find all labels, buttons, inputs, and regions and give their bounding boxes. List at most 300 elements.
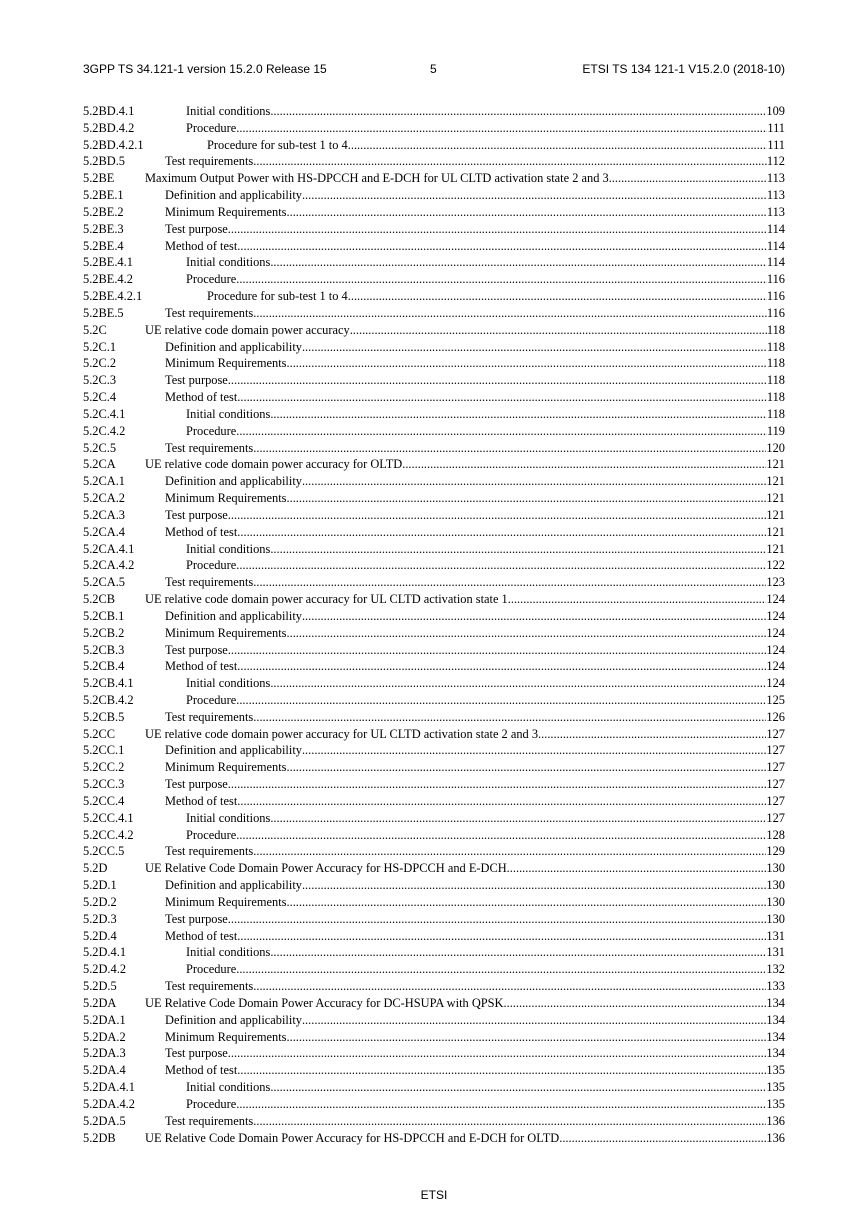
toc-entry[interactable]	[83, 440, 785, 457]
toc-entry-number: 5.2BD.5	[83, 154, 125, 169]
toc-entry[interactable]	[83, 1012, 785, 1029]
toc-dot-leader	[237, 1062, 766, 1079]
toc-entry-number: 5.2CC.5	[83, 844, 125, 859]
toc-entry-page: 121	[766, 474, 785, 489]
toc-entry-title-line	[186, 675, 785, 692]
toc-entry-title-line	[186, 961, 785, 978]
toc-entry-title: Procedure	[186, 827, 237, 842]
toc-entry-title: Definition and applicability	[165, 608, 302, 623]
toc-entry-title-line	[165, 355, 785, 372]
toc-dot-leader	[287, 625, 767, 642]
toc-entry-title-line	[165, 221, 785, 238]
toc-entry-title: Definition and applicability	[165, 1012, 302, 1027]
toc-entry-number: 5.2D.5	[83, 979, 117, 994]
toc-entry[interactable]	[83, 305, 785, 322]
toc-entry[interactable]	[83, 473, 785, 490]
toc-entry-page: 118	[766, 406, 785, 421]
toc-entry-page: 112	[766, 154, 785, 169]
toc-dot-leader	[287, 204, 767, 221]
toc-entry-page: 128	[766, 827, 785, 842]
toc-dot-leader	[270, 103, 766, 120]
toc-entry-title: Procedure	[186, 1096, 237, 1111]
toc-entry[interactable]	[83, 170, 785, 187]
toc-entry-page: 121	[766, 507, 785, 522]
toc-entry-title: Minimum Requirements	[165, 894, 287, 909]
toc-entry[interactable]	[83, 944, 785, 961]
toc-entry[interactable]	[83, 793, 785, 810]
toc-entry[interactable]	[83, 423, 785, 440]
toc-entry-title-line	[165, 978, 785, 995]
toc-dot-leader	[236, 271, 767, 288]
toc-entry-title-line	[186, 423, 785, 440]
toc-entry-number: 5.2CC.4.2	[83, 827, 134, 842]
toc-entry-page: 118	[766, 339, 785, 354]
toc-entry[interactable]	[83, 843, 785, 860]
toc-entry-page: 127	[766, 810, 785, 825]
toc-dot-leader	[287, 894, 767, 911]
toc-dot-leader	[253, 305, 767, 322]
toc-entry-page: 124	[766, 592, 785, 607]
toc-entry-title: UE Relative Code Domain Power Accuracy for DC-HSUPA with QPSK	[145, 995, 504, 1010]
toc-entry-title: Initial conditions	[186, 104, 271, 118]
toc-entry[interactable]	[83, 221, 785, 238]
toc-entry-title-line	[186, 120, 785, 137]
toc-entry-title-line	[165, 153, 785, 170]
toc-entry-page: 116	[766, 272, 785, 287]
toc-entry-number: 5.2DA.4	[83, 1063, 126, 1078]
toc-dot-leader	[253, 440, 766, 457]
toc-entry-title-line	[186, 810, 785, 827]
toc-entry[interactable]	[83, 1113, 785, 1130]
toc-entry[interactable]	[83, 288, 785, 305]
toc-entry-title: Test purpose	[165, 221, 228, 236]
toc-dot-leader	[236, 423, 767, 440]
toc-entry-title-line	[165, 759, 785, 776]
toc-entry-title-line	[165, 1012, 785, 1029]
toc-entry-title-line	[165, 642, 785, 659]
toc-entry-page: 113	[766, 171, 785, 186]
toc-entry-page: 122	[766, 558, 785, 573]
toc-entry-title: Initial conditions	[186, 810, 271, 825]
toc-entry[interactable]	[83, 355, 785, 372]
toc-entry-title: Procedure	[186, 120, 237, 135]
toc-entry-number: 5.2BE.2	[83, 204, 124, 219]
toc-entry[interactable]	[83, 389, 785, 406]
toc-entry-title: Initial conditions	[186, 1080, 271, 1095]
toc-entry-title: Definition and applicability	[165, 339, 302, 354]
toc-entry-page: 130	[766, 894, 785, 909]
toc-entry-page: 116	[766, 289, 785, 304]
toc-entry-title-line	[165, 473, 785, 490]
toc-entry-title-line	[145, 726, 785, 743]
toc-entry-title-line	[165, 877, 785, 894]
toc-entry-title: Procedure	[186, 423, 237, 438]
toc-entry[interactable]	[83, 574, 785, 591]
toc-entry-number: 5.2DA.2	[83, 1029, 126, 1044]
toc-entry-number: 5.2D.4.2	[83, 962, 127, 977]
toc-entry-number: 5.2CA.4.1	[83, 541, 135, 556]
toc-entry-page: 118	[766, 390, 785, 405]
toc-entry-page: 129	[766, 844, 785, 859]
toc-entry-number: 5.2CB.4.1	[83, 676, 134, 691]
toc-entry[interactable]	[83, 103, 785, 120]
toc-entry[interactable]	[83, 406, 785, 423]
toc-entry-title-line	[165, 507, 785, 524]
toc-entry-title: Procedure for sub-test 1 to 4	[207, 289, 348, 304]
toc-entry[interactable]	[83, 642, 785, 659]
toc-dot-leader	[253, 574, 766, 591]
toc-entry-title: Test purpose	[165, 642, 228, 657]
toc-entry-title-line	[165, 1029, 785, 1046]
toc-entry-title-line	[165, 911, 785, 928]
toc-entry-title: Method of test	[165, 659, 238, 674]
toc-dot-leader	[236, 961, 766, 978]
toc-entry-title-line	[186, 1079, 785, 1096]
toc-entry-page: 124	[766, 676, 785, 691]
toc-entry-number: 5.2BE.3	[83, 221, 124, 236]
toc-entry-title-line	[165, 372, 785, 389]
toc-entry-title-line	[165, 524, 785, 541]
toc-entry-title: Minimum Requirements	[165, 356, 287, 371]
toc-entry-title: Method of test	[165, 1063, 238, 1078]
toc-entry-title-line	[165, 204, 785, 221]
toc-dot-leader	[237, 389, 767, 406]
toc-entry[interactable]	[83, 625, 785, 642]
toc-dot-leader	[402, 456, 766, 473]
toc-entry-title-line	[165, 1045, 785, 1062]
toc-entry-title-line	[165, 1062, 785, 1079]
toc-entry-title: UE relative code domain power accuracy	[145, 322, 350, 337]
toc-entry-title-line	[186, 944, 785, 961]
toc-entry-number: 5.2BE.1	[83, 188, 124, 203]
toc-dot-leader	[287, 759, 767, 776]
toc-entry[interactable]	[83, 995, 785, 1012]
toc-entry-title-line	[165, 928, 785, 945]
toc-dot-leader	[302, 339, 767, 356]
toc-entry-title-line	[207, 137, 785, 154]
toc-dot-leader	[504, 995, 767, 1012]
toc-entry[interactable]	[83, 591, 785, 608]
toc-entry-number: 5.2D.3	[83, 911, 117, 926]
toc-entry[interactable]	[83, 928, 785, 945]
toc-entry-number: 5.2C.2	[83, 356, 117, 371]
toc-entry-title: Procedure	[186, 692, 237, 707]
toc-entry-page: 134	[766, 995, 785, 1010]
toc-entry[interactable]	[83, 961, 785, 978]
toc-entry-page: 109	[766, 104, 785, 118]
toc-entry-number: 5.2CB.4.2	[83, 692, 134, 707]
toc-entry-title: Definition and applicability	[165, 878, 302, 893]
toc-entry-number: 5.2CC.1	[83, 743, 125, 758]
toc-entry-title: Minimum Requirements	[165, 760, 287, 775]
toc-entry-title: Initial conditions	[186, 945, 271, 960]
toc-entry-title-line	[165, 742, 785, 759]
toc-entry[interactable]	[83, 1045, 785, 1062]
toc-entry-title-line	[165, 625, 785, 642]
toc-entry-page: 127	[766, 726, 785, 741]
toc-entry-title: Minimum Requirements	[165, 1029, 287, 1044]
toc-entry-title: Test purpose	[165, 373, 228, 388]
toc-entry[interactable]	[83, 187, 785, 204]
toc-entry-title-line	[165, 793, 785, 810]
toc-dot-leader	[302, 187, 767, 204]
toc-entry[interactable]	[83, 254, 785, 271]
toc-entry-page: 133	[766, 979, 785, 994]
toc-dot-leader	[236, 692, 766, 709]
toc-entry-number: 5.2DA.5	[83, 1113, 126, 1128]
toc-dot-leader	[236, 557, 766, 574]
toc-entry-number: 5.2D	[83, 861, 108, 876]
toc-entry-title: Method of test	[165, 793, 238, 808]
toc-entry-title: Maximum Output Power with HS-DPCCH and E-DCH for UL CLTD activation state 2 and 3	[145, 171, 609, 186]
toc-entry-title-line	[165, 440, 785, 457]
toc-entry[interactable]	[83, 456, 785, 473]
toc-dot-leader	[270, 541, 766, 558]
toc-entry-number: 5.2BD.4.1	[83, 104, 135, 118]
toc-entry-title: Test requirements	[165, 709, 254, 724]
toc-dot-leader	[237, 793, 766, 810]
toc-entry[interactable]	[83, 827, 785, 844]
toc-entry-number: 5.2DA.4.1	[83, 1080, 135, 1095]
toc-entry-title-line	[165, 238, 785, 255]
toc-entry-number: 5.2CA.4	[83, 524, 125, 539]
toc-entry[interactable]	[83, 1079, 785, 1096]
toc-dot-leader	[559, 1130, 766, 1147]
toc-entry-title-line	[145, 170, 785, 187]
toc-entry-title-line	[165, 339, 785, 356]
toc-entry-number: 5.2CC.4.1	[83, 810, 134, 825]
toc-entry-page: 123	[766, 575, 785, 590]
toc-entry-title: Procedure for sub-test 1 to 4	[207, 137, 348, 152]
toc-entry[interactable]	[83, 911, 785, 928]
toc-entry-page: 121	[766, 524, 785, 539]
toc-entry-page: 132	[766, 962, 785, 977]
toc-dot-leader	[270, 406, 767, 423]
toc-dot-leader	[287, 490, 767, 507]
toc-entry-title: Test purpose	[165, 777, 228, 792]
toc-dot-leader	[253, 978, 766, 995]
toc-entry-title: Definition and applicability	[165, 474, 302, 489]
toc-entry-title: Test requirements	[165, 305, 254, 320]
toc-dot-leader	[287, 1029, 767, 1046]
toc-entry[interactable]	[83, 726, 785, 743]
toc-entry-number: 5.2CC	[83, 726, 116, 741]
toc-entry-title: Test requirements	[165, 844, 254, 859]
toc-entry[interactable]	[83, 271, 785, 288]
toc-entry[interactable]	[83, 137, 785, 154]
toc-entry[interactable]	[83, 860, 785, 877]
toc-entry[interactable]	[83, 709, 785, 726]
toc-entry-title-line	[186, 254, 785, 271]
page-header	[83, 62, 785, 78]
toc-entry-title: Test purpose	[165, 911, 228, 926]
toc-entry-title-line	[186, 541, 785, 558]
toc-entry[interactable]	[83, 1130, 785, 1147]
toc-entry-number: 5.2BE.4.2	[83, 272, 133, 287]
toc-entry-number: 5.2D.2	[83, 894, 117, 909]
toc-entry-title-line	[145, 591, 785, 608]
header-document-id: 3GPP TS 34.121-1 version 15.2.0 Release 15	[83, 62, 327, 76]
toc-entry-title-line	[165, 1113, 785, 1130]
toc-entry-number: 5.2CC.3	[83, 777, 125, 792]
toc-entry[interactable]	[83, 1096, 785, 1113]
toc-dot-leader	[348, 137, 768, 154]
toc-entry[interactable]	[83, 120, 785, 137]
toc-entry-title-line	[165, 187, 785, 204]
toc-entry-title-line	[165, 709, 785, 726]
toc-dot-leader	[228, 372, 767, 389]
toc-entry-title-line	[186, 406, 785, 423]
toc-entry-page: 113	[766, 204, 785, 219]
toc-entry-number: 5.2CB.2	[83, 625, 125, 640]
toc-entry-page: 131	[766, 945, 785, 960]
toc-entry[interactable]	[83, 322, 785, 339]
toc-entry[interactable]	[83, 204, 785, 221]
toc-entry[interactable]	[83, 153, 785, 170]
toc-entry-page: 131	[766, 928, 785, 943]
toc-entry[interactable]	[83, 894, 785, 911]
toc-entry-page: 118	[766, 373, 785, 388]
toc-entry-number: 5.2DA	[83, 995, 117, 1010]
toc-entry-page: 114	[766, 238, 785, 253]
toc-entry-page: 121	[766, 541, 785, 556]
toc-entry-title: Definition and applicability	[165, 743, 302, 758]
toc-dot-leader	[302, 742, 766, 759]
toc-entry-title-line	[165, 894, 785, 911]
toc-entry[interactable]	[83, 692, 785, 709]
toc-dot-leader	[236, 827, 766, 844]
toc-entry-page: 114	[766, 255, 785, 270]
toc-entry-page: 121	[766, 491, 785, 506]
toc-entry[interactable]	[83, 658, 785, 675]
toc-dot-leader	[237, 928, 766, 945]
toc-entry-page: 124	[766, 608, 785, 623]
toc-entry[interactable]	[83, 742, 785, 759]
toc-entry[interactable]	[83, 608, 785, 625]
toc-entry-page: 136	[766, 1130, 785, 1145]
toc-entry-page: 124	[766, 642, 785, 657]
toc-entry-number: 5.2C.4	[83, 390, 117, 405]
toc-dot-leader	[228, 776, 767, 793]
toc-dot-leader	[270, 675, 766, 692]
toc-entry[interactable]	[83, 877, 785, 894]
toc-entry-title: Method of test	[165, 928, 238, 943]
toc-entry-title-line	[186, 1096, 785, 1113]
toc-entry-number: 5.2C.3	[83, 373, 117, 388]
toc-entry-page: 130	[766, 911, 785, 926]
toc-entry-number: 5.2CA.3	[83, 507, 125, 522]
toc-entry-number: 5.2C.4.2	[83, 423, 126, 438]
toc-entry-title: UE relative code domain power accuracy for UL CLTD activation state 2 and 3	[145, 726, 539, 741]
toc-entry[interactable]	[83, 1062, 785, 1079]
toc-entry-page: 127	[766, 793, 785, 808]
toc-entry-number: 5.2CA.4.2	[83, 558, 135, 573]
toc-entry-page: 127	[766, 760, 785, 775]
toc-dot-leader	[287, 355, 767, 372]
toc-entry-page: 135	[766, 1080, 785, 1095]
toc-entry-title: Test purpose	[165, 507, 228, 522]
toc-entry-title-line	[165, 574, 785, 591]
toc-entry[interactable]	[83, 675, 785, 692]
toc-dot-leader	[508, 591, 767, 608]
toc-entry[interactable]	[83, 810, 785, 827]
toc-entry-title: UE relative code domain power accuracy for OLTD	[145, 457, 403, 472]
toc-entry-title-line	[145, 860, 785, 877]
toc-entry-title: UE relative code domain power accuracy for UL CLTD activation state 1	[145, 592, 508, 607]
toc-entry-number: 5.2DA.4.2	[83, 1096, 135, 1111]
page-footer: ETSI	[420, 1188, 448, 1202]
toc-entry-page: 116	[766, 305, 785, 320]
toc-entry-page: 127	[766, 743, 785, 758]
toc-entry-number: 5.2BE.5	[83, 305, 124, 320]
toc-dot-leader	[228, 911, 767, 928]
toc-dot-leader	[302, 1012, 766, 1029]
toc-entry-title: Test requirements	[165, 1113, 254, 1128]
toc-entry-number: 5.2CB.4	[83, 659, 125, 674]
toc-entry-title: Minimum Requirements	[165, 491, 287, 506]
toc-entry[interactable]	[83, 238, 785, 255]
toc-entry-title-line	[145, 322, 785, 339]
toc-entry-title: Procedure	[186, 558, 237, 573]
toc-entry-number: 5.2D.1	[83, 878, 117, 893]
toc-dot-leader	[350, 322, 767, 339]
toc-entry[interactable]	[83, 759, 785, 776]
toc-entry-title-line	[186, 557, 785, 574]
toc-entry[interactable]	[83, 372, 785, 389]
toc-entry-title: UE Relative Code Domain Power Accuracy for HS-DPCCH and E-DCH	[145, 861, 507, 876]
toc-entry-number: 5.2CC.2	[83, 760, 125, 775]
toc-entry[interactable]	[83, 776, 785, 793]
toc-entry[interactable]	[83, 541, 785, 558]
toc-entry[interactable]	[83, 339, 785, 356]
toc-entry-title-line	[207, 288, 785, 305]
toc-entry-title-line	[165, 389, 785, 406]
toc-entry-title-line	[165, 490, 785, 507]
toc-entry-page: 120	[766, 440, 785, 455]
toc-entry-page: 134	[766, 1012, 785, 1027]
toc-entry[interactable]	[83, 507, 785, 524]
toc-dot-leader	[270, 1079, 766, 1096]
table-of-contents	[83, 103, 785, 1146]
toc-entry-title: Procedure	[186, 272, 237, 287]
toc-entry[interactable]	[83, 524, 785, 541]
toc-entry-number: 5.2CB.3	[83, 642, 125, 657]
toc-entry-title: Method of test	[165, 238, 238, 253]
toc-entry-title-line	[165, 608, 785, 625]
toc-entry-title-line	[145, 1130, 785, 1147]
toc-dot-leader	[302, 608, 766, 625]
toc-entry-number: 5.2BE.4.2.1	[83, 289, 143, 304]
toc-entry[interactable]	[83, 978, 785, 995]
toc-entry-number: 5.2BD.4.2.1	[83, 137, 144, 152]
toc-entry[interactable]	[83, 1029, 785, 1046]
toc-entry-title: Test purpose	[165, 1046, 228, 1061]
toc-entry[interactable]	[83, 490, 785, 507]
toc-entry-title-line	[165, 305, 785, 322]
toc-dot-leader	[270, 944, 766, 961]
toc-entry-number: 5.2BE.4.1	[83, 255, 133, 270]
toc-entry-page: 135	[766, 1096, 785, 1111]
toc-entry-title: Method of test	[165, 390, 238, 405]
header-etsi-reference: ETSI TS 134 121-1 V15.2.0 (2018-10)	[582, 62, 785, 76]
toc-entry-page: 130	[766, 861, 785, 876]
toc-entry-number: 5.2DA.1	[83, 1012, 126, 1027]
toc-entry-number: 5.2DB	[83, 1130, 116, 1145]
toc-entry-number: 5.2D.4	[83, 928, 117, 943]
toc-entry-title-line	[165, 843, 785, 860]
toc-entry-page: 121	[766, 457, 785, 472]
toc-entry[interactable]	[83, 557, 785, 574]
